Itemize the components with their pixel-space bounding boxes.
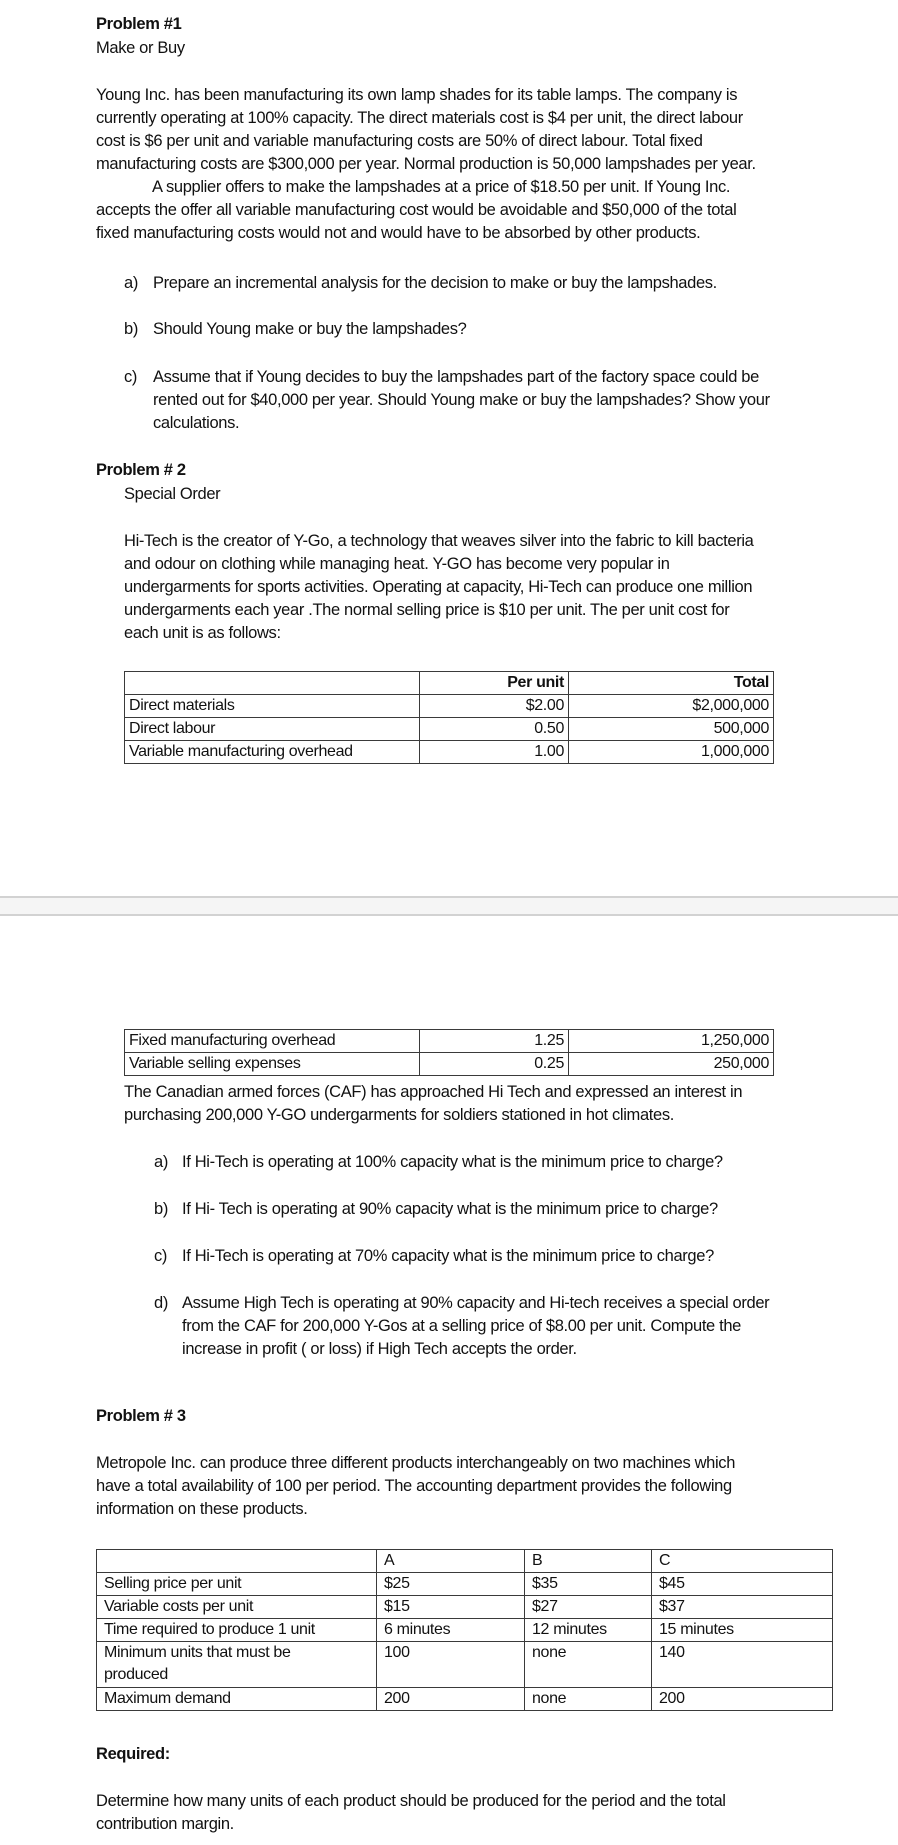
cost-table-part1 [124, 671, 774, 764]
problem1-subtitle: Make or Buy [96, 39, 185, 57]
table-row: Minimum units that must be produced 100 none 140 [97, 1642, 833, 1688]
document-page-2: Fixed manufacturing overhead 1.25 1,250,000 Variable selling expenses 0.25 250,000 The Canadian armed forces (CAF) has approached Hi Tech and expressed an interest in purchasing 200,000 Y-GO undergarments for soldiers stationed in hot climates. a) If Hi-Tech is operating at 100% capacity what is the minimum price to charge? b) If Hi- Tech is operating at 90% capacity what is the minimum price to charge? c) If Hi-Tech is operating at 70% capacity what is the minimum price to charge? d) Assume High Tech is operating at 90% capacity and Hi-tech receives a special order from the CAF for 200,000 Y-Gos at a selling price of $8.00 per unit. Compute the increase in profit ( or loss) if High Tech accepts the order. Problem # 3 Metropole Inc. can produce three different products interchangeably on two machines which have a total availability of 100 per period. The accounting department provides the following information on these products. A B C Selling price per unit $25 $35 $45 Variable costs per unit $15 $27 $37 Time required to produce 1 unit 6 minutes 12 minutes 15 minutes Minimum units that must be produced 100 none 140 Maximum demand 200 none 200 Required: Determine how many units of each product should be produced for the period and the total contribution margin. [0, 916, 898, 1845]
problem2-subtitle: Special Order [124, 485, 221, 503]
table-row: Time required to produce 1 unit 6 minutes 12 minutes 15 minutes [97, 1619, 833, 1642]
required-label: Required: [96, 1745, 170, 1763]
page-break-separator [0, 896, 898, 916]
document-page-1: Problem #1 Make or Buy Young Inc. has been manufacturing its own lamp shades for its table lamps. The company is currently operating at 100% capacity. The direct materials cost is $4 per unit, the direct labour cost is $6 per unit and variable manufacturing costs are 50% of direct labour. Total fixed manufacturing costs are $300,000 per year. Normal production is 50,000 lampshades per year. A supplier offers to make the lampshades at a price of $18.50 per unit. If Young Inc. accepts the offer all variable manufacturing cost would be avoidable and $50,000 of the total fixed manufacturing costs would not and would have to be absorbed by other products. a) Prepare an incremental analysis for the decision to make or buy the lampshades. b) Should Young make or buy the lampshades? c) Assume that if Young decides to buy the lampshades part of the factory space could be rented out for $40,000 per year. Should Young make or buy the lampshades? Show your calculations. Problem # 2 Special Order Hi-Tech is the creator of Y-Go, a technology that weaves silver into the fabric to kill bacteria and odour on clothing while managing heat. Y-GO has become very popular in undergarments for sports activities. Operating at capacity, Hi-Tech can produce one million undergarments each year .The normal selling price is $10 per unit. The per unit cost for each unit is as follows: Per unit Total Direct materials $2.00 $2,000,000 Direct labour 0.50 500,000 Variable manufacturing overhead 1.00 1,000,000 [0, 0, 898, 897]
table-header-row: Per unit Total [125, 672, 774, 695]
table-row: Fixed manufacturing overhead 1.25 1,250,000 [125, 1030, 774, 1053]
min-units-label-cell: Minimum units that must be produced [97, 1642, 377, 1688]
table-row: Variable manufacturing overhead 1.00 1,000,000 [125, 741, 774, 764]
problem2-title: Problem # 2 [96, 461, 186, 479]
cost-table-part2 [124, 1029, 774, 1076]
problem1-title: Problem #1 [96, 15, 182, 33]
table-header-row: A B C [97, 1550, 833, 1573]
problem3-title: Problem # 3 [96, 1407, 186, 1425]
table-row: Direct materials $2.00 $2,000,000 [125, 695, 774, 718]
table-row: Maximum demand 200 none 200 [97, 1688, 833, 1711]
table-row: Variable costs per unit $15 $27 $37 [97, 1596, 833, 1619]
table-row: Variable selling expenses 0.25 250,000 [125, 1053, 774, 1076]
product-table [96, 1549, 833, 1711]
table-row: Selling price per unit $25 $35 $45 [97, 1573, 833, 1596]
table-row: Direct labour 0.50 500,000 [125, 718, 774, 741]
